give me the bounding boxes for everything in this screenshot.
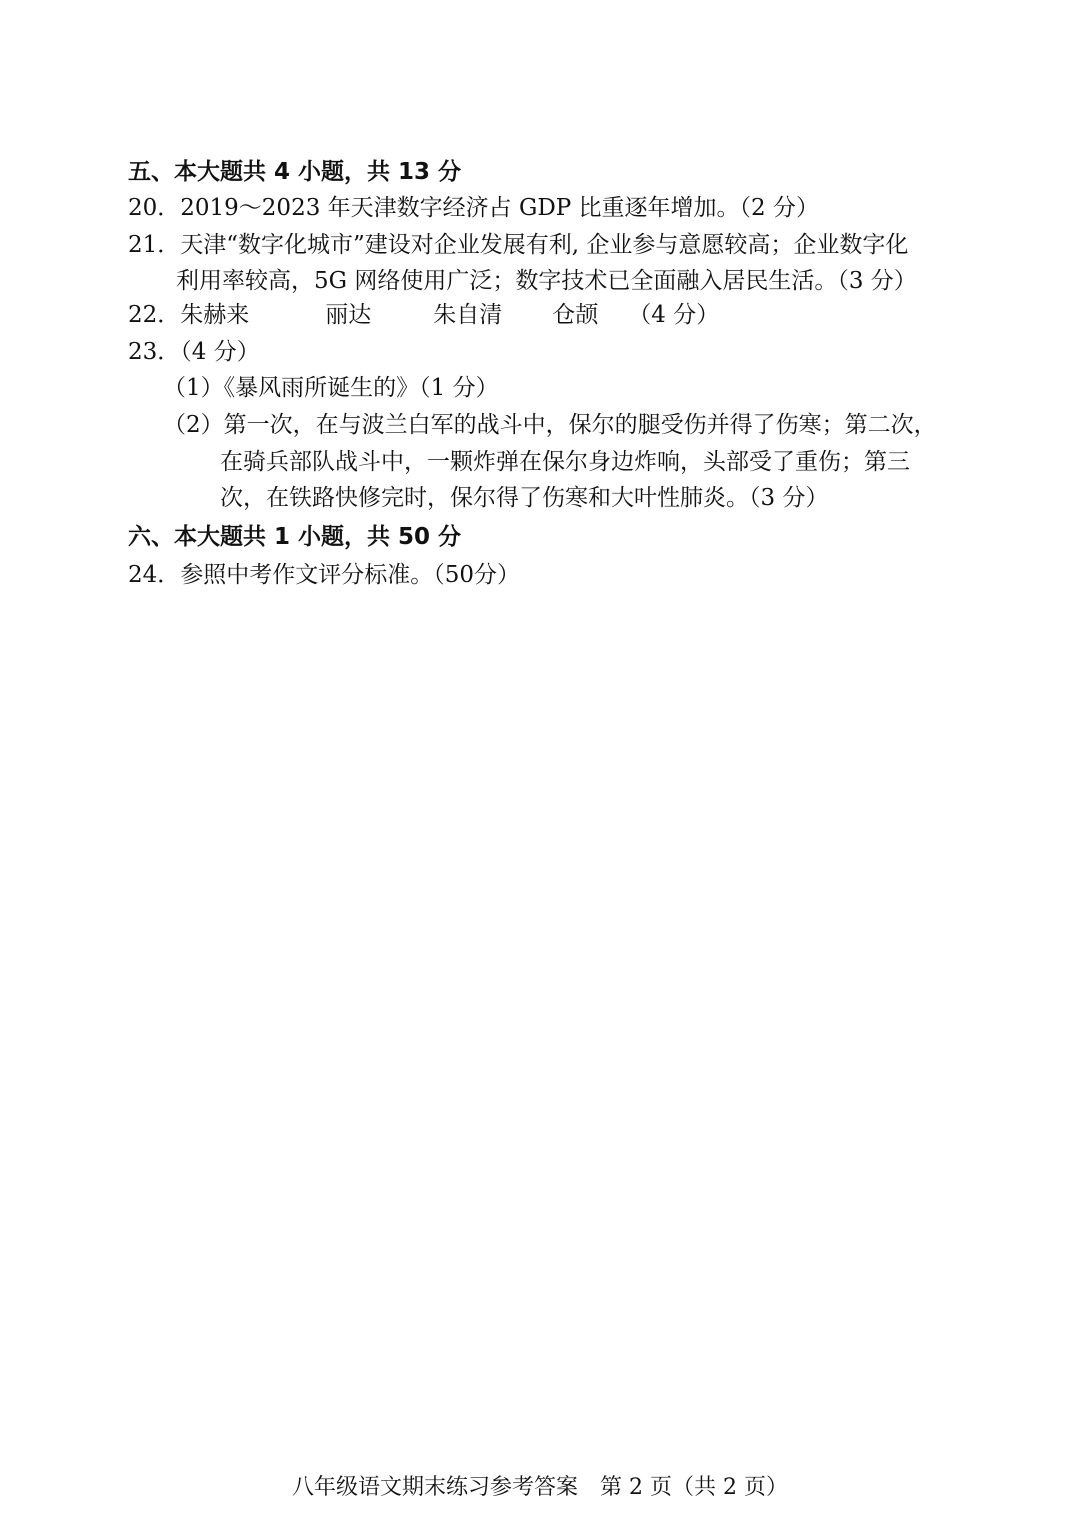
section-5-heading: 五、本大题共 4 小题，共 13 分 [128,159,462,185]
answer-23-part-1: （1）《暴风雨所诞生的》（1 分） [163,375,499,401]
answer-22-number: 22． [128,302,181,328]
answer-22-item: 仓颉 [552,302,599,328]
answer-22-item: 朱自清 [433,302,503,328]
answer-24: 24．参照中考作文评分标准。（50分） [128,562,521,588]
answer-22-score: （4 分） [628,302,720,328]
answer-23-part-2-line-2: 在骑兵部队战斗中，一颗炸弹在保尔身边炸响，头部受了重伤；第三 [220,449,910,475]
answer-23-part-2-line-1: （2）第一次，在与波兰白军的战斗中，保尔的腿受伤并得了伤寒；第二次， [163,412,937,438]
answer-20: 20．2019～2023 年天津数字经济占 GDP 比重逐年增加。（2 分） [128,195,819,221]
answer-22-item: 丽达 [325,302,372,328]
answer-21-line-2: 利用率较高，5G 网络使用广泛；数字技术已全面融入居民生活。（3 分） [176,268,917,294]
answer-23-header: 23．（4 分） [128,339,260,365]
section-6-heading: 六、本大题共 1 小题，共 50 分 [128,524,462,550]
answer-22 [128,300,719,330]
answer-23-part-2-line-3: 次，在铁路快修完时，保尔得了伤寒和大叶性肺炎。（3 分） [220,485,829,511]
answer-21-line-1: 21．天津“数字化城市”建设对企业发展有利, 企业参与意愿较高；企业数字化 [128,232,909,258]
answer-22-item: 朱赫来 [180,302,250,328]
page-footer: 八年级语文期末练习参考答案 第 2 页（共 2 页） [292,1475,788,1500]
